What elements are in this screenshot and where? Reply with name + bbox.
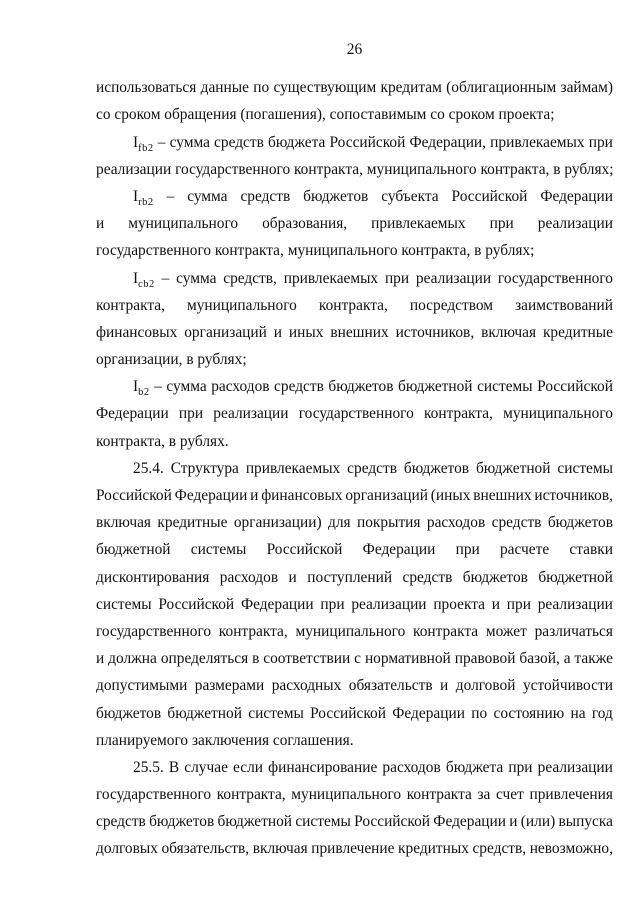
word: государственного (96, 786, 212, 804)
word: бюджетной (398, 378, 473, 396)
word: реализации (351, 595, 427, 613)
word: расходов (219, 568, 279, 586)
word: долговых (96, 840, 158, 858)
word: реализации (415, 269, 492, 287)
word: иных (288, 323, 324, 341)
word: базой, (519, 650, 560, 668)
text-line (96, 672, 613, 699)
word: – (154, 378, 162, 396)
word: муниципального (291, 786, 402, 804)
word: системы (477, 378, 533, 396)
word: правовой (454, 650, 516, 668)
word: обязательств (348, 677, 433, 695)
formula-symbol: Icb2 (133, 269, 155, 290)
text-line (96, 156, 613, 183)
line-text: организации, в рублях; (96, 351, 247, 369)
word: – (157, 133, 166, 151)
word: для (328, 514, 351, 532)
word: кредитные (157, 514, 228, 532)
word: средств (402, 568, 453, 586)
word: средств, (223, 269, 277, 287)
word: с (354, 650, 362, 668)
line-text: со сроком обращения (погашения), сопоставимым со сроком проекта; (96, 106, 555, 124)
word: включая (481, 323, 537, 341)
word: дисконтирования (96, 568, 210, 586)
word: бюджетной (96, 541, 171, 559)
word: при (588, 133, 613, 151)
word: расходных (271, 677, 342, 695)
word: счет (496, 786, 524, 804)
word: муниципального (186, 296, 297, 314)
word: сумма (169, 133, 210, 151)
word: средств (347, 459, 397, 477)
word: бюджетов (96, 704, 162, 722)
word: случае (184, 758, 228, 776)
word: финансирование (268, 758, 378, 776)
word: государственного (96, 622, 212, 640)
word: должна (108, 650, 157, 668)
formula-symbol: Ifb2 (133, 133, 154, 154)
word: данные (200, 79, 249, 97)
word: ставки (569, 541, 613, 559)
word: Российской (329, 133, 406, 151)
word: бюджетов (149, 813, 215, 831)
word: определяться (160, 650, 249, 668)
word: Федерации, (409, 133, 487, 151)
text-line (96, 373, 613, 400)
word: на (570, 704, 586, 722)
word: может (485, 622, 527, 640)
word: контракта, (218, 622, 288, 640)
word: также (574, 650, 613, 668)
word: средств (240, 187, 291, 205)
word: Федерации (540, 187, 613, 205)
text-line (96, 400, 613, 427)
text-line (96, 129, 613, 156)
word: обязательств, (161, 840, 250, 858)
word: состоянию (493, 704, 565, 722)
word: привлечение (311, 840, 395, 858)
word: бюджетов (328, 378, 394, 396)
word: Российской (266, 541, 343, 559)
text-line (96, 727, 613, 754)
word: (облигационным (446, 79, 557, 97)
word: бюджетной (475, 459, 551, 477)
word: Российской (96, 487, 172, 504)
word: внешних (473, 487, 532, 504)
word: средств, (472, 840, 527, 858)
text-line (96, 700, 613, 727)
word: включая (96, 514, 151, 532)
word: муниципального (128, 215, 239, 233)
word: привлекаемых (245, 459, 341, 477)
word: бюджетов (403, 459, 470, 477)
word: заимствований (515, 296, 613, 314)
line-text: планируемого заключения соглашения. (96, 731, 354, 749)
word: и (96, 650, 105, 668)
word: финансовых (261, 487, 343, 504)
word: образования, (262, 215, 348, 233)
word: системы (557, 459, 613, 477)
word: Российской (310, 704, 386, 722)
word: Структура (170, 459, 239, 477)
text-line (96, 74, 613, 101)
word: – (161, 269, 170, 287)
word: при (455, 541, 480, 559)
word: сумма (176, 269, 217, 287)
text-line (96, 781, 613, 808)
word: контракта, (423, 405, 493, 423)
text-line (96, 428, 613, 455)
word: Федерации (96, 405, 169, 423)
word: системы (295, 813, 351, 831)
word: и (288, 568, 297, 586)
word: займам) (560, 79, 613, 97)
word: (иных (430, 487, 471, 504)
word: Российской (537, 378, 613, 396)
word: 25.4. (133, 459, 164, 477)
word: различаться (534, 622, 613, 640)
document-body (96, 74, 613, 862)
word: Федерации (392, 704, 465, 722)
word: организаций (345, 487, 428, 504)
text-line (96, 183, 613, 210)
word: системы (248, 704, 304, 722)
word: Федерации (240, 595, 314, 613)
word: и (250, 487, 259, 504)
word: Федерации (362, 541, 436, 559)
text-line (96, 536, 613, 563)
text-line (96, 754, 613, 781)
word: субъекта (381, 187, 439, 205)
word: привлекаемых (490, 133, 585, 151)
text-line (96, 482, 613, 509)
text-line (96, 564, 613, 591)
word: источников, (395, 323, 475, 341)
word: контракта, (216, 786, 286, 804)
word: реализации (537, 758, 613, 776)
word: кредитных (398, 840, 469, 858)
word: контракта, (318, 296, 388, 314)
word: и (96, 215, 105, 233)
text-line (96, 591, 613, 618)
word: привлекаемых (371, 215, 466, 233)
word: сумма (166, 378, 207, 396)
word: при (320, 595, 345, 613)
word: – (166, 187, 175, 205)
word: контракта (406, 786, 472, 804)
word: реализации (213, 405, 289, 423)
word: (или) (520, 813, 556, 831)
word: муниципального (503, 405, 613, 423)
line-text: государственного контракта, муниципального контракта, в рублях; (96, 242, 535, 260)
word: расчете (499, 541, 550, 559)
word: кредитные (542, 323, 613, 341)
word: средств (274, 378, 324, 396)
word: проекта (433, 595, 485, 613)
word: допустимыми (96, 677, 188, 695)
word: покрытия (357, 514, 421, 532)
text-line (96, 292, 613, 319)
word: при (489, 215, 514, 233)
word: бюджета (267, 133, 326, 151)
text-line (96, 319, 613, 346)
word: бюджетов (303, 187, 369, 205)
formula-symbol: Irb2 (133, 187, 154, 208)
text-line (96, 645, 613, 672)
line-text: контракта, в рублях. (96, 432, 229, 450)
word: использоваться (96, 79, 197, 97)
word: расходов (382, 758, 441, 776)
word: Федерации (433, 813, 506, 831)
text-line (96, 210, 613, 237)
word: и (273, 323, 283, 341)
word: посредством (409, 296, 494, 314)
word: муниципального (295, 622, 406, 640)
word: государственного (497, 269, 613, 287)
word: выпуска (558, 813, 613, 831)
word: соответствии (263, 650, 351, 668)
word: привлекаемых (283, 269, 379, 287)
word: в (252, 650, 260, 668)
word: и (509, 813, 518, 831)
word: если (233, 758, 263, 776)
text-line (96, 808, 613, 835)
word: нормативной (364, 650, 451, 668)
document-page (96, 36, 613, 863)
text-line (96, 101, 613, 128)
word: реализации (537, 215, 613, 233)
word: расходов (211, 378, 270, 396)
word: бюджетной (217, 813, 293, 831)
word: кредитам (380, 79, 442, 97)
word: бюджетов (547, 514, 613, 532)
word: и (491, 595, 500, 613)
word: существующим (273, 79, 377, 97)
word: внешних (330, 323, 389, 341)
word: системы (96, 595, 152, 613)
text-line (96, 237, 613, 264)
word: по (471, 704, 488, 722)
text-line (96, 455, 613, 482)
word: Российской (354, 813, 431, 831)
word: бюджетной (538, 568, 613, 586)
word: при (178, 405, 204, 423)
word: долговой (455, 677, 516, 695)
text-line (96, 509, 613, 536)
word: при (384, 269, 410, 287)
text-line (96, 618, 613, 645)
word: 25.5. (133, 758, 164, 776)
word: средств (96, 813, 146, 831)
word: невозможно, (529, 840, 613, 858)
word: при (508, 758, 533, 776)
formula-symbol: Ib2 (133, 378, 150, 399)
text-line (96, 265, 613, 292)
word: В (168, 758, 180, 776)
word: за (477, 786, 491, 804)
word: включая (252, 840, 308, 858)
word: средств (214, 133, 264, 151)
word: организаций (184, 323, 267, 341)
page-number: 26 (346, 41, 363, 58)
word: системы (190, 541, 247, 559)
word: и (440, 677, 449, 695)
word: расходов (426, 514, 486, 532)
word: Российской (158, 595, 235, 613)
word: по (253, 79, 270, 97)
word: бюджетов (462, 568, 528, 586)
word: источников, (534, 487, 613, 504)
word: размерами (194, 677, 265, 695)
word: сумма (187, 187, 228, 205)
word: бюджетной (167, 704, 242, 722)
word: контракта, (96, 296, 165, 314)
word: при (506, 595, 531, 613)
word: государственного (298, 405, 414, 423)
word: год (591, 704, 613, 722)
text-line (96, 835, 613, 862)
word: поступлений (307, 568, 393, 586)
word: реализации (537, 595, 613, 613)
word: устойчивости (522, 677, 613, 695)
word: а (563, 650, 571, 668)
word: привлечения (529, 786, 613, 804)
word: средств (491, 514, 542, 532)
text-line (96, 346, 613, 373)
line-text: реализации государственного контракта, муниципального контракта, в рублях; (96, 160, 614, 178)
word: бюджета (445, 758, 504, 776)
word: Федерации (174, 487, 248, 504)
word: финансовых (96, 323, 178, 341)
word: Российской (451, 187, 528, 205)
word: контракта (413, 622, 479, 640)
word: организации) (233, 514, 322, 532)
